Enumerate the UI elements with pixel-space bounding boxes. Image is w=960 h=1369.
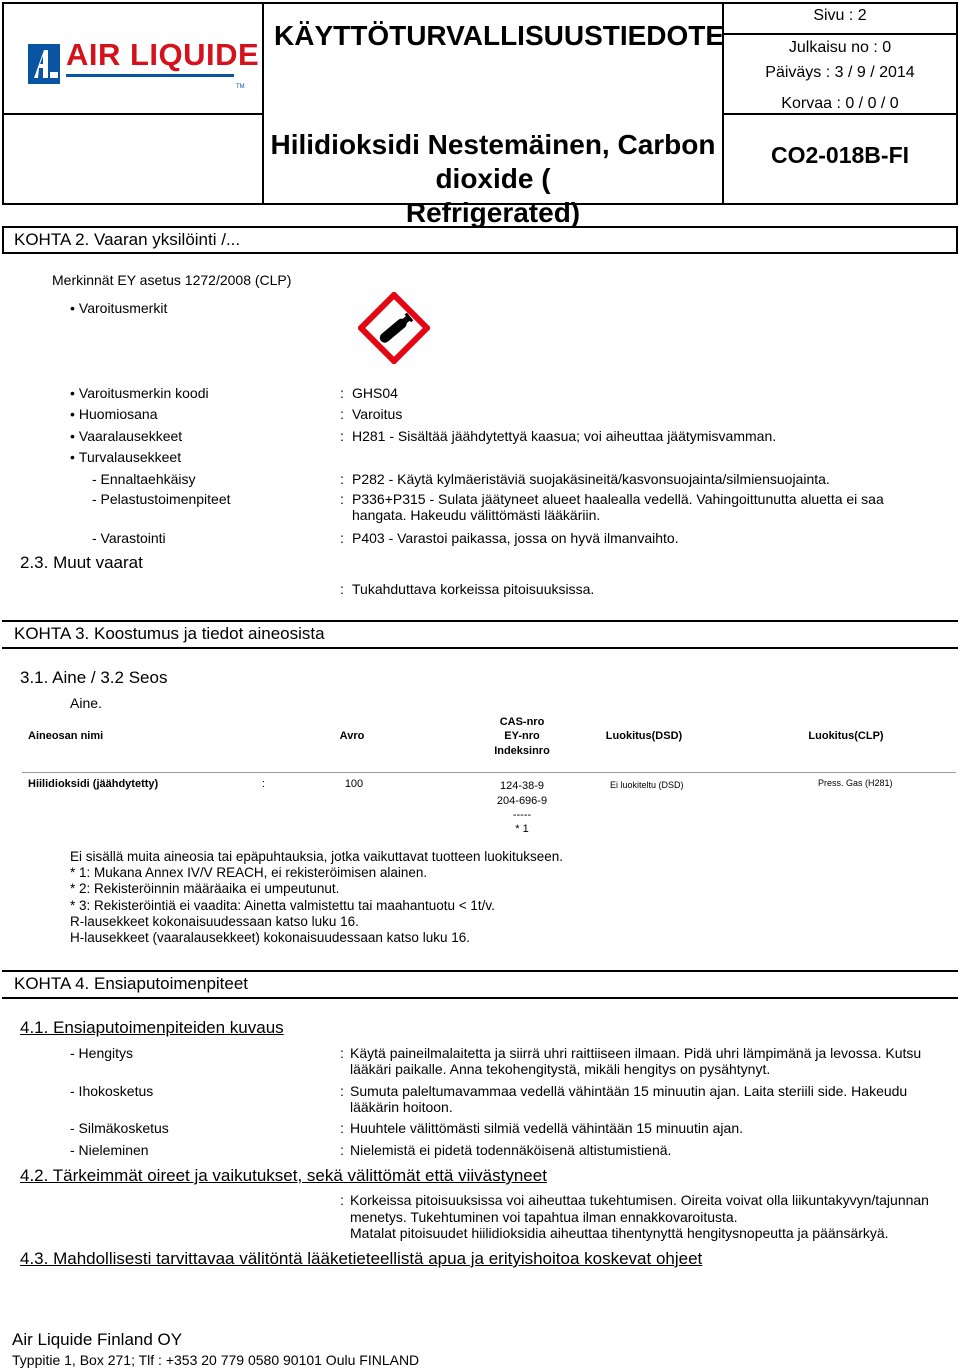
header-divider [262,2,264,205]
other-hazards-title: 2.3. Muut vaarat [20,553,143,572]
page-number: Sivu : 2 [813,7,867,24]
ingestion-value: Nielemistä ei pidetä todennäköisenä altistumistienä. [350,1142,672,1158]
colon: : [340,1120,344,1136]
edition-number: Julkaisu no : 0 [788,39,892,56]
section-3-title: KOHTA 3. Koostumus ja tiedot aineosista [14,624,325,643]
logo-underline [66,74,234,77]
ingestion-label: - Nieleminen [70,1142,149,1158]
section-3-1-title: 3.1. Aine / 3.2 Seos [20,668,168,687]
skin-contact-value-line2: lääkärin hoitoon. [350,1099,453,1115]
skin-contact-value-line1: Sumuta paleltumavammaa vedellä vähintään 15 minuutin ajan. Laita steriili side. Hakeudu [350,1083,908,1099]
prevention-value: P282 - Käytä kylmäeristäviä suojakäsineitä/kasvonsuojainta/silmiensuojainta. [352,471,830,487]
header-divider [722,33,956,35]
signal-word-value: Varoitus [352,406,403,422]
hazard-statements-label: • Vaaralausekkeet [70,428,182,444]
replaces-date: Korvaa : 0 / 0 / 0 [781,95,899,112]
inhalation-value-line1: Käytä paineilmalaitetta ja siirrä uhri raittiiseen ilmaan. Pidä uhri lämpimänä ja levossa. Kutsu [350,1045,922,1061]
col-header-value: Avro [339,730,365,742]
col-header-ec: EY-nro [504,730,540,742]
component-index: ----- [512,809,532,821]
document-title: KÄYTTÖTURVALLISUUSTIEDOTE [274,20,725,51]
col-header-index: Indeksinro [494,745,550,757]
footer-company: Air Liquide Finland OY [12,1330,183,1349]
section-4-3-title: 4.3. Mahdollisesti tarvittavaa välitöntä lääketieteellistä apua ja erityishoitoa koskevat ohjeet [20,1249,703,1268]
colon: : [340,1083,344,1099]
header-divider [2,113,262,115]
component-dsd: Ei luokiteltu (DSD) [610,780,684,790]
skin-contact-label: - Ihokosketus [70,1083,154,1099]
section-4-title: KOHTA 4. Ensiaputoimenpiteet [14,974,249,993]
logo-text: AIR LIQUIDE [66,37,260,72]
hazard-code-label: • Varoitusmerkin koodi [70,385,209,401]
section-2-bar: KOHTA 2. Vaaran yksilöinti /... [2,226,958,254]
product-name-line1: Hilidioksidi Nestemäinen, Carbon dioxide ( [270,129,716,194]
section-4-2-title: 4.2. Tärkeimmät oireet ja vaikutukset, sekä välittömät että viivästyneet [20,1166,547,1185]
colon: : [340,471,344,487]
storage-label: - Varastointi [92,530,166,546]
logo-tm: TM [236,84,245,90]
colon: : [340,406,344,422]
col-header-cas: CAS-nro [499,716,545,728]
component-note: * 1 [515,823,529,835]
colon: : [340,385,344,401]
symptoms-line: menetys. Tukehtuminen voi tapahtua ilman ennakkovaroitusta. [350,1209,738,1225]
colon: : [340,1045,344,1061]
product-name [266,128,720,230]
response-value-line2: hangata. Hakeudu välittömästi lääkäriin. [352,507,601,523]
col-header-name: Aineosan nimi [28,730,104,742]
substance-type: Aine. [70,695,102,711]
hazard-statements-value: H281 - Sisältää jäähdytettyä kaasua; voi aiheuttaa jäätymisvamman. [352,428,777,444]
component-name: Hiilidioksidi (jäähdytetty) [28,778,159,790]
component-cas: 124-38-9 [499,780,545,792]
storage-value: P403 - Varastoi paikassa, jossa on hyvä ilmanvaihto. [352,530,679,546]
component-clp: Press. Gas (H281) [818,778,893,788]
signal-word-label: • Huomiosana [70,406,158,422]
issue-date: Päiväys : 3 / 9 / 2014 [765,64,915,81]
colon: : [340,530,344,546]
colon: : [340,1142,344,1158]
colon: : [340,428,344,444]
clp-title: Merkinnät EY asetus 1272/2008 (CLP) [52,272,292,288]
colon: : [262,778,266,790]
section-4-rule [2,970,958,972]
colon: : [340,491,344,507]
response-label: - Pelastustoimenpiteet [92,491,231,507]
composition-note: Ei sisällä muita aineosia tai epäpuhtauksia, jotka vaikuttavat tuotteen luokitukseen. [70,849,564,864]
other-hazards-value: Tukahduttava korkeissa pitoisuuksissa. [352,581,595,597]
pictograms-label: • Varoitusmerkit [70,300,167,316]
composition-note: * 3: Rekisteröintiä ei vaadita: Ainetta valmistettu tai maahantuotu < 1t/v. [70,898,495,913]
eye-contact-value: Huuhtele välittömästi silmiä vedellä vähintään 15 minuutin ajan. [350,1120,743,1136]
component-value: 100 [344,778,364,790]
col-header-dsd: Luokitus(DSD) [605,730,683,742]
section-4-rule [2,997,958,999]
header-divider [722,113,956,115]
eye-contact-label: - Silmäkosketus [70,1120,169,1136]
component-ec: 204-696-9 [496,795,548,807]
col-header-clp: Luokitus(CLP) [808,730,884,742]
section-3-rule [2,620,958,622]
symptoms-line: Matalat pitoisuudet hiilidioksidia aiheuttaa tihentynyttä hengitysnopeutta ja päänsärkyä. [350,1225,889,1241]
composition-note: R-lausekkeet kokonaisuudessaan katso luku 16. [70,914,359,929]
product-name-line2: Refrigerated) [405,197,581,228]
composition-note: H-lausekkeet (vaaralausekkeet) kokonaisuudessaan katso luku 16. [70,930,470,945]
colon: : [340,581,344,597]
table-header-rule [22,772,956,773]
ghs04-gas-cylinder-icon [358,292,430,364]
section-4-1-title: 4.1. Ensiaputoimenpiteiden kuvaus [20,1018,284,1037]
prevention-label: - Ennaltaehkäisy [92,471,196,487]
product-code: CO2-018B-FI [770,142,910,168]
air-liquide-logo-icon [28,44,60,84]
response-value-line1: P336+P315 - Sulata jäätyneet alueet haalealla vedellä. Vahingoittunutta aluetta ei saa [352,491,884,507]
composition-note: * 2: Rekisteröinnin määräaika ei umpeutunut. [70,881,340,896]
composition-note: * 1: Mukana Annex IV/V REACH, ei rekisteröimisen alainen. [70,865,428,880]
colon: : [340,1192,344,1208]
hazard-code-value: GHS04 [352,385,398,401]
section-3-rule [2,647,958,649]
symptoms-line: Korkeissa pitoisuuksissa voi aiheuttaa tukehtumisen. Oireita voivat olla liikuntakyvyn/tajunnan [350,1192,929,1208]
inhalation-value-line2: lääkäri paikalle. Anna tekohengitystä, mikäli hengitys on pysähtynyt. [350,1061,771,1077]
footer-address: Typpitie 1, Box 271; Tlf : +353 20 779 0580 90101 Oulu FINLAND [12,1352,420,1368]
inhalation-label: - Hengitys [70,1045,134,1061]
precaution-label: • Turvalausekkeet [70,449,181,465]
